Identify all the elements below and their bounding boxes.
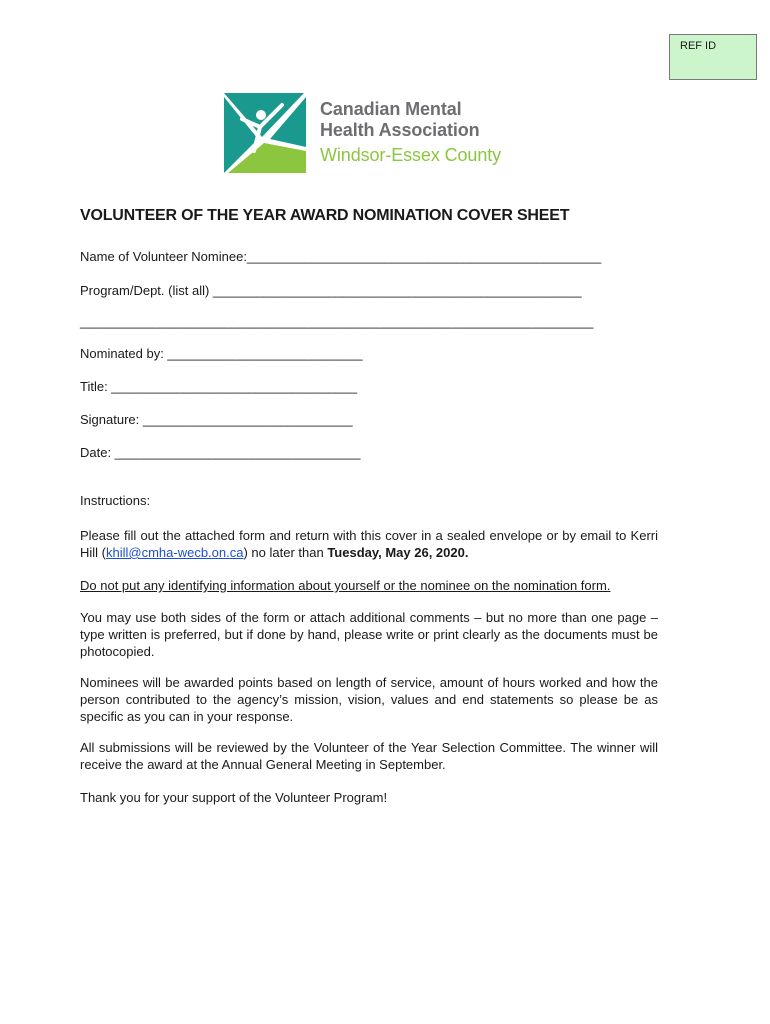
contact-email-link[interactable]: khill@cmha-wecb.on.ca bbox=[106, 545, 244, 560]
instructions-paragraph-format: You may use both sides of the form or attach additional comments – but no more than one page – type written is preferred, but if done by hand, please write or print clearly as the documents must be photocopied. bbox=[80, 610, 658, 659]
nominated-by-field[interactable]: Nominated by: ___________________________ bbox=[80, 346, 363, 361]
instructions-paragraph-submission: Please fill out the attached form and return with this cover in a sealed envelope or by email to Kerri Hill (khill@cmha-wecb.on.ca) no later than Tuesday, May 26, 2020. bbox=[80, 528, 658, 560]
instructions-paragraph-thanks: Thank you for your support of the Volunteer Program! bbox=[80, 790, 388, 805]
instructions-paragraph-review: All submissions will be reviewed by the Volunteer of the Year Selection Committee. The winner will receive the award at the Annual General Meeting in September. bbox=[80, 740, 658, 772]
instructions-paragraph-scoring: Nominees will be awarded points based on length of service, amount of hours worked and how the person contributed to the agency’s mission, vision, values and end statements so please be as specific as you can in your response. bbox=[80, 675, 658, 724]
program-dept-field[interactable]: Program/Dept. (list all) ___________________________________________________ bbox=[80, 283, 582, 298]
program-dept-continued-field[interactable]: _______________________________________________________________________ bbox=[80, 314, 594, 329]
instructions-heading: Instructions: bbox=[80, 493, 151, 508]
cmha-logo-icon bbox=[224, 93, 306, 175]
nominee-name-field[interactable]: Name of Volunteer Nominee:_________________________________________________ bbox=[80, 249, 602, 264]
signature-field[interactable]: Signature: _____________________________ bbox=[80, 412, 353, 427]
page-title: VOLUNTEER OF THE YEAR AWARD NOMINATION COVER SHEET bbox=[80, 207, 570, 224]
cmha-logo bbox=[224, 93, 524, 175]
logo-region: Windsor-Essex County bbox=[320, 145, 502, 165]
logo-org-name: Canadian Mental Health Association bbox=[320, 99, 480, 140]
instructions-paragraph-anonymity: Do not put any identifying information about yourself or the nominee on the nomination form. bbox=[80, 578, 611, 593]
ref-id-label: REF ID bbox=[680, 40, 717, 52]
title-field[interactable]: Title: __________________________________ bbox=[80, 379, 358, 394]
deadline-date: Tuesday, May 26, 2020. bbox=[327, 545, 469, 560]
ref-id-box[interactable] bbox=[669, 34, 757, 80]
date-field[interactable]: Date: __________________________________ bbox=[80, 445, 361, 460]
